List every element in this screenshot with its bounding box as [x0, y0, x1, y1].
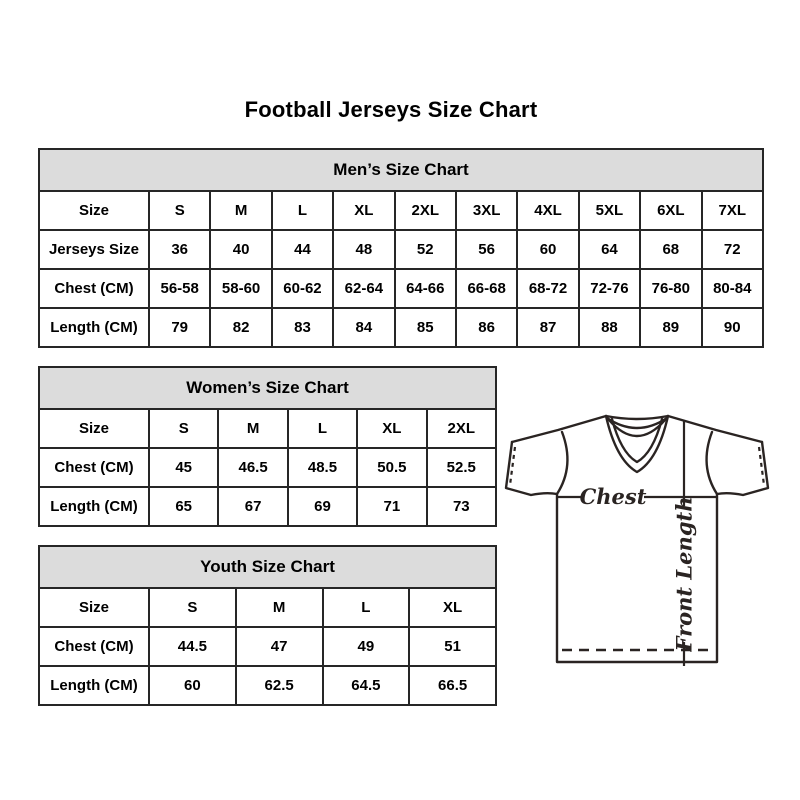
- cell-value: 4XL: [517, 191, 578, 230]
- cell-value: 89: [640, 308, 701, 347]
- cell-value: 60-62: [272, 269, 333, 308]
- jersey-measurement-diagram: [502, 404, 780, 689]
- cell-value: 2XL: [427, 409, 496, 448]
- cell-value: 67: [218, 487, 287, 526]
- cell-value: 84: [333, 308, 394, 347]
- cell-value: 44: [272, 230, 333, 269]
- cell-value: M: [218, 409, 287, 448]
- table-header-row: [39, 546, 496, 588]
- cell-value: 62.5: [236, 666, 323, 705]
- cell-value: 76-80: [640, 269, 701, 308]
- cell-value: 6XL: [640, 191, 701, 230]
- cell-value: 44.5: [149, 627, 236, 666]
- cell-value: 65: [149, 487, 218, 526]
- cell-value: 48.5: [288, 448, 357, 487]
- cell-value: 56-58: [149, 269, 210, 308]
- table-row: [39, 191, 763, 230]
- row-label: Size: [39, 409, 149, 448]
- cell-value: 83: [272, 308, 333, 347]
- front-length-label: Front Length: [671, 496, 697, 652]
- cell-value: 51: [409, 627, 496, 666]
- row-label: Chest (CM): [39, 627, 149, 666]
- cell-value: 69: [288, 487, 357, 526]
- cell-value: 85: [395, 308, 456, 347]
- table-row: [39, 588, 496, 627]
- cell-value: 52.5: [427, 448, 496, 487]
- cell-value: 46.5: [218, 448, 287, 487]
- table-row: [39, 487, 496, 526]
- table-header-row: [39, 149, 763, 191]
- jersey-right-armhole-seam: [707, 432, 717, 494]
- table-row: [39, 409, 496, 448]
- cell-value: S: [149, 409, 218, 448]
- cell-value: L: [272, 191, 333, 230]
- cell-value: XL: [333, 191, 394, 230]
- cell-value: S: [149, 191, 210, 230]
- womens-table-header: Women’s Size Chart: [39, 367, 496, 409]
- cell-value: 45: [149, 448, 218, 487]
- cell-value: 52: [395, 230, 456, 269]
- chest-label: Chest: [579, 484, 647, 509]
- jersey-collar-back-line: [606, 416, 668, 419]
- row-label: Size: [39, 191, 149, 230]
- cell-value: L: [323, 588, 410, 627]
- cell-value: 66.5: [409, 666, 496, 705]
- youth-table-header: Youth Size Chart: [39, 546, 496, 588]
- cell-value: 3XL: [456, 191, 517, 230]
- page-title: Football Jerseys Size Chart: [244, 97, 538, 122]
- cell-value: L: [288, 409, 357, 448]
- cell-value: 64.5: [323, 666, 410, 705]
- jersey-left-armhole-seam: [557, 432, 567, 494]
- cell-value: 5XL: [579, 191, 640, 230]
- cell-value: 71: [357, 487, 426, 526]
- cell-value: 80-84: [702, 269, 763, 308]
- cell-value: XL: [357, 409, 426, 448]
- cell-value: 72: [702, 230, 763, 269]
- cell-value: 50.5: [357, 448, 426, 487]
- jersey-left-shoulder-line: [512, 416, 606, 442]
- womens-size-table: [38, 366, 497, 527]
- row-label: Jerseys Size: [39, 230, 149, 269]
- cell-value: 56: [456, 230, 517, 269]
- cell-value: 68-72: [517, 269, 578, 308]
- cell-value: M: [210, 191, 271, 230]
- cell-value: 60: [517, 230, 578, 269]
- row-label: Size: [39, 588, 149, 627]
- row-label: Chest (CM): [39, 269, 149, 308]
- cell-value: 36: [149, 230, 210, 269]
- cell-value: 64: [579, 230, 640, 269]
- mens-table-header: Men’s Size Chart: [39, 149, 763, 191]
- cell-value: 79: [149, 308, 210, 347]
- jersey-vneck-outer: [606, 416, 668, 472]
- mens-size-table: [38, 148, 764, 348]
- table-row: [39, 666, 496, 705]
- table-row: [39, 627, 496, 666]
- cell-value: S: [149, 588, 236, 627]
- jersey-right-shoulder-line: [668, 416, 762, 442]
- table-row: [39, 448, 496, 487]
- cell-value: 66-68: [456, 269, 517, 308]
- cell-value: 62-64: [333, 269, 394, 308]
- table-row: [39, 269, 763, 308]
- cell-value: 48: [333, 230, 394, 269]
- cell-value: 68: [640, 230, 701, 269]
- cell-value: 2XL: [395, 191, 456, 230]
- cell-value: 88: [579, 308, 640, 347]
- row-label: Chest (CM): [39, 448, 149, 487]
- cell-value: 73: [427, 487, 496, 526]
- cell-value: 47: [236, 627, 323, 666]
- row-label: Length (CM): [39, 308, 149, 347]
- cell-value: XL: [409, 588, 496, 627]
- cell-value: 64-66: [395, 269, 456, 308]
- cell-value: 40: [210, 230, 271, 269]
- cell-value: M: [236, 588, 323, 627]
- cell-value: 90: [702, 308, 763, 347]
- table-header-row: [39, 367, 496, 409]
- table-row: [39, 230, 763, 269]
- cell-value: 82: [210, 308, 271, 347]
- row-label: Length (CM): [39, 487, 149, 526]
- cell-value: 86: [456, 308, 517, 347]
- table-row: [39, 308, 763, 347]
- cell-value: 7XL: [702, 191, 763, 230]
- cell-value: 58-60: [210, 269, 271, 308]
- row-label: Length (CM): [39, 666, 149, 705]
- cell-value: 72-76: [579, 269, 640, 308]
- cell-value: 87: [517, 308, 578, 347]
- cell-value: 49: [323, 627, 410, 666]
- youth-size-table: [38, 545, 497, 706]
- cell-value: 60: [149, 666, 236, 705]
